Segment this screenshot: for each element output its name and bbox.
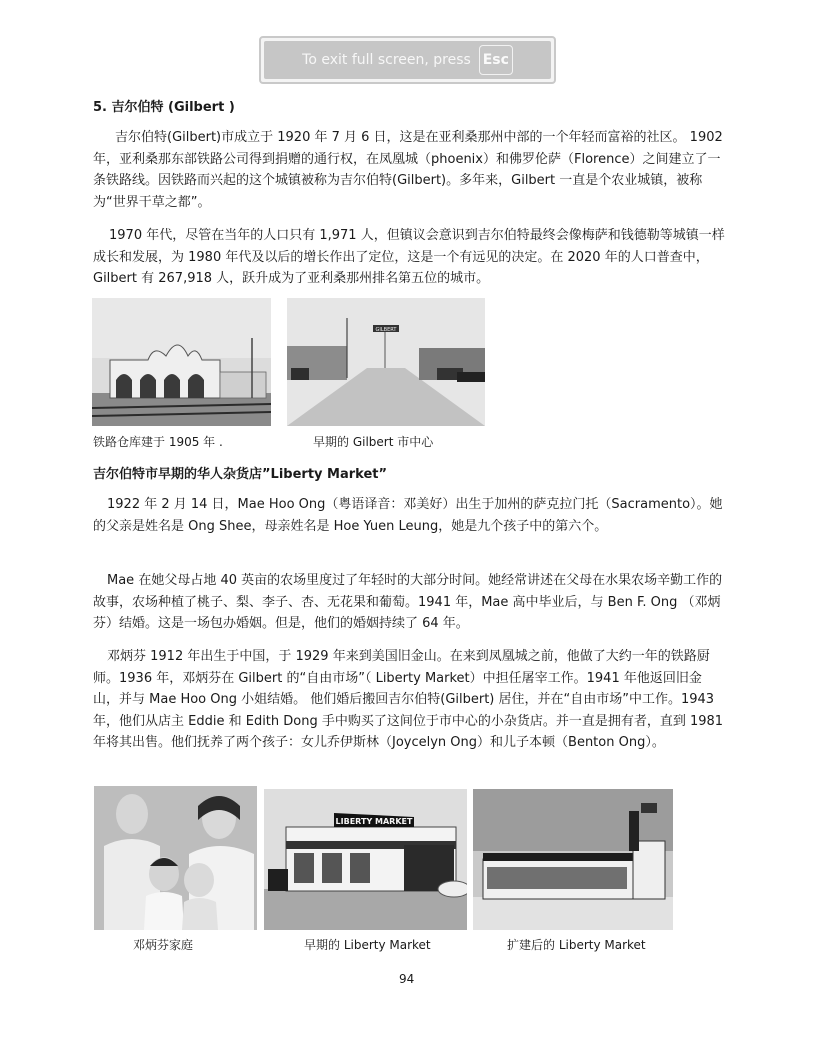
section-title: 5. 吉尔伯特 (Gilbert ) [93, 100, 235, 115]
paragraph-founding: 吉尔伯特(Gilbert)市成立于 1920 年 7 月 6 日，这是在亚利桑那州中部的一个年轻而富裕的社区。 1902 年，亚利桑那东部铁路公司得到捐赠的通行权，在凤凰城（phoenix）和佛罗伦萨（Florence）之间建立了一条铁路线。因铁路而兴起的这个城镇被称为吉尔伯特(Gilbert)。多年来，Gilbert 一直是个农业城镇，被称为“世界干草之都”。 [93, 130, 723, 210]
family-caption: 邓炳芬家庭 [133, 938, 194, 952]
fullscreen-notice-text: To exit full screen, press [302, 52, 471, 68]
page-number: 94 [399, 972, 415, 986]
downtown-caption: 早期的 Gilbert 市中心 [313, 435, 434, 449]
early-liberty-market-photo [264, 789, 467, 930]
street-sign-text: GILBERT [375, 327, 397, 333]
paragraph-growth: 1970 年代，尽管在当年的人口只有 1,971 人，但镇议会意识到吉尔伯特最终会像梅萨和钱德勒等城镇一样成长和发展，为 1980 年代及以后的增长作出了定位，这是一个有远见的决定。在 2020 年的人口普查中，Gilbert 有 267,918 人，跃升成为了亚利桑那州排名第五位的城市。 [93, 228, 725, 286]
early-market-caption: 早期的 Liberty Market [304, 938, 431, 952]
depot-caption: 铁路仓库建于 1905 年 . [93, 435, 223, 449]
expanded-liberty-market-photo [473, 789, 673, 930]
fullscreen-exit-notice [259, 36, 556, 84]
railroad-depot-photo [92, 298, 271, 426]
paragraph-mae-farm: Mae 在她父母占地 40 英亩的农场里度过了年轻时的大部分时间。她经常讲述在父母在水果农场辛勤工作的故事，农场种植了桃子、梨、李子、杏、无花果和葡萄。1941 年，Mae 高中毕业后，与 Ben F. Ong （邓炳芬）结婚。这是一场包办婚姻。但是，他们的婚姻持续了 64 年。 [93, 573, 723, 631]
paragraph-ben-ong: 邓炳芬 1912 年出生于中国，于 1929 年来到美国旧金山。在来到凤凰城之前，他做了大约一年的铁路厨师。1936 年，邓炳芬在 Gilbert 的“自由市场”（ Liberty Market）中担任屠宰工作。1941 年他返回旧金山，并与 Mae Hoo Ong 小姐结婚。 他们婚后搬回吉尔伯特(Gilbert) 居住，并在“自由市场”中工作。1943 年，他们从店主 Eddie 和 Edith Dong 手中购买了这间位于市中心的小杂货店。并一直是拥有者，直到 1981 年将其出售。他们抚养了两个孩子：女儿乔伊斯林（Joycelyn Ong）和儿子本顿（Benton Ong）。 [93, 649, 724, 750]
liberty-market-heading: 吉尔伯特市早期的华人杂货店”Liberty Market” [93, 467, 388, 482]
family-photo [94, 786, 257, 930]
early-downtown-photo [287, 298, 485, 426]
market-sign-text: LIBERTY MARKET [335, 817, 413, 826]
paragraph-mae-birth: 1922 年 2 月 14 日，Mae Hoo Ong（粤语译音：邓美好）出生于加州的萨克拉门托（Sacramento）。她的父亲是姓名是 Ong Shee，母亲姓名是 Hoe Yuen Leung，她是九个孩子中的第六个。 [93, 497, 723, 534]
esc-key-badge: Esc [479, 45, 513, 75]
expanded-market-caption: 扩建后的 Liberty Market [507, 938, 646, 952]
